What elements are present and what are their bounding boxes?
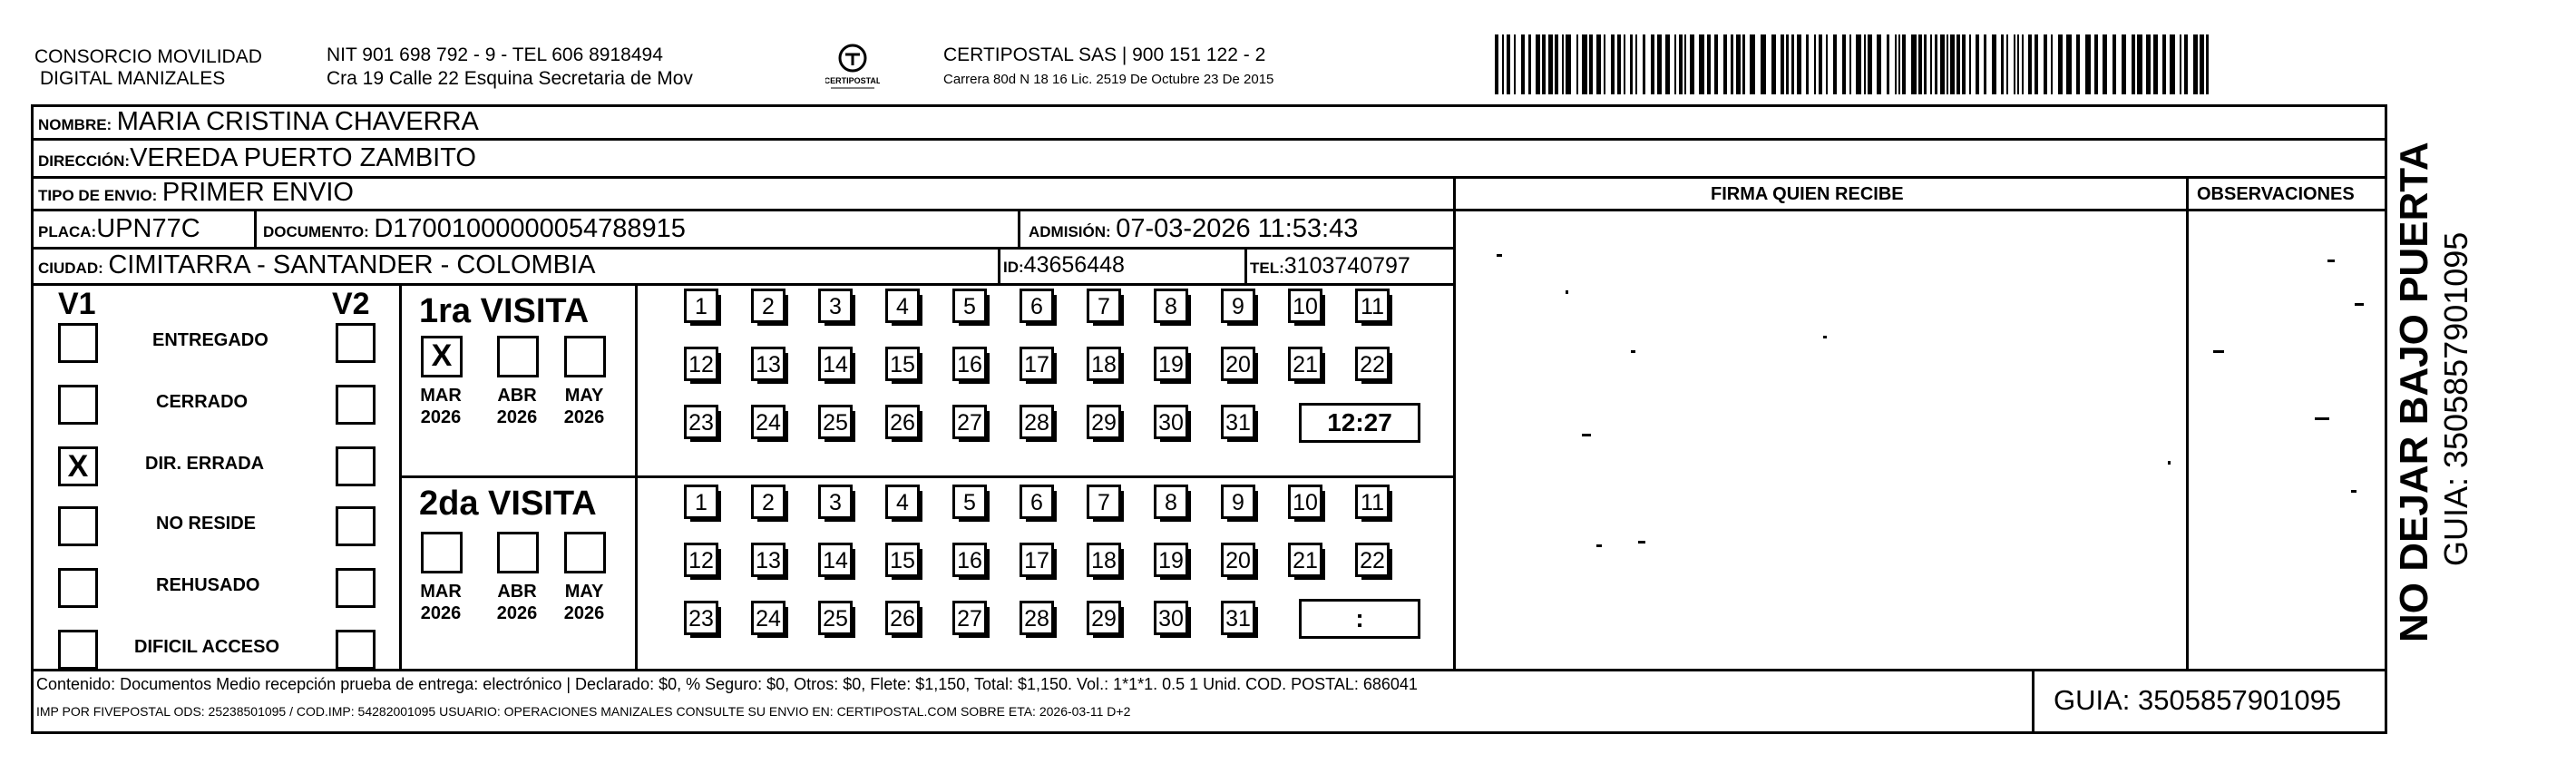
day-box[interactable]: 14 bbox=[818, 543, 853, 577]
barcode-bar bbox=[1495, 34, 1498, 94]
day-box[interactable]: 4 bbox=[885, 289, 920, 323]
row-divider bbox=[31, 138, 2387, 141]
month-checkbox-mar[interactable] bbox=[421, 532, 463, 573]
barcode-bar bbox=[1992, 34, 1996, 94]
day-box[interactable]: 28 bbox=[1020, 405, 1054, 439]
month-checkbox-may[interactable] bbox=[564, 336, 606, 377]
barcode-bar bbox=[1791, 34, 1794, 94]
barcode-bar bbox=[2132, 34, 2135, 94]
barcode-bar bbox=[1502, 34, 1504, 94]
day-box[interactable]: 18 bbox=[1087, 347, 1121, 381]
id-label: ID: bbox=[1003, 259, 1024, 276]
barcode-bar bbox=[2028, 34, 2032, 94]
barcode-bar bbox=[1617, 34, 1621, 94]
barcode-bar bbox=[1674, 34, 1676, 94]
day-box[interactable]: 20 bbox=[1221, 347, 1255, 381]
ciudad-label: CIUDAD: bbox=[38, 260, 103, 277]
admision-value: 07-03-2026 11:53:43 bbox=[1116, 214, 1359, 243]
day-box[interactable]: 3 bbox=[818, 289, 853, 323]
barcode-bar bbox=[1962, 34, 1966, 94]
barcode-bar bbox=[2162, 34, 2166, 94]
day-box[interactable]: 7 bbox=[1087, 289, 1121, 323]
footer-divider bbox=[2032, 669, 2034, 734]
barcode-bar bbox=[1514, 34, 1516, 94]
barcode-bar bbox=[1684, 34, 1686, 94]
status-label: ENTREGADO bbox=[152, 330, 268, 350]
barcode-bar bbox=[2113, 34, 2116, 94]
barcode-bar bbox=[1969, 34, 1971, 94]
day-box[interactable]: 4 bbox=[885, 485, 920, 519]
barcode-bar bbox=[2122, 34, 2126, 94]
barcode-bar bbox=[2184, 34, 2188, 94]
admision-row bbox=[1029, 214, 1359, 243]
barcode-bar bbox=[2103, 34, 2107, 94]
day-box[interactable]: 22 bbox=[1355, 543, 1390, 577]
barcode-bar bbox=[1895, 34, 1897, 94]
day-box[interactable]: 12 bbox=[684, 347, 718, 381]
footer-guia: GUIA: 3505857901095 bbox=[2054, 684, 2342, 716]
barcode-bar bbox=[2044, 34, 2047, 94]
barcode-bar bbox=[1761, 34, 1766, 94]
barcode-bar bbox=[1868, 34, 1872, 94]
day-box[interactable]: 2 bbox=[751, 485, 785, 519]
sender-nit: NIT 901 698 792 - 9 - TEL 606 8918494 bbox=[327, 44, 663, 65]
day-box[interactable]: 24 bbox=[751, 405, 785, 439]
day-box[interactable]: 24 bbox=[751, 601, 785, 635]
day-box[interactable]: 17 bbox=[1020, 543, 1054, 577]
row-divider bbox=[31, 209, 2387, 211]
placa-value: UPN77C bbox=[96, 214, 200, 243]
observations-area[interactable] bbox=[2190, 212, 2386, 666]
sender-name-line1: CONSORCIO MOVILIDAD bbox=[34, 46, 262, 67]
month-label: MAY bbox=[564, 386, 604, 406]
barcode-bar bbox=[1665, 34, 1670, 94]
day-box[interactable]: 29 bbox=[1087, 601, 1121, 635]
day-box[interactable]: 5 bbox=[952, 485, 987, 519]
barcode-bar bbox=[2051, 34, 2053, 94]
sender-name-line2: DIGITAL MANIZALES bbox=[40, 68, 226, 89]
barcode-bar bbox=[1976, 34, 1979, 94]
barcode-bar bbox=[2094, 34, 2098, 94]
month-checkbox-mar[interactable]: X bbox=[421, 336, 463, 377]
day-box[interactable]: 19 bbox=[1154, 347, 1188, 381]
carrier-address: Carrera 80d N 18 16 Lic. 2519 De Octubre 23 De 2015 bbox=[943, 72, 1274, 87]
day-box[interactable]: 26 bbox=[885, 405, 920, 439]
time-box[interactable]: 12:27 bbox=[1299, 403, 1420, 443]
day-box[interactable]: 8 bbox=[1154, 485, 1188, 519]
barcode bbox=[1495, 34, 2211, 98]
barcode-bar bbox=[2066, 34, 2072, 94]
day-box[interactable]: 19 bbox=[1154, 543, 1188, 577]
barcode-bar bbox=[1877, 34, 1881, 94]
barcode-bar bbox=[1589, 34, 1593, 94]
barcode-bar bbox=[1950, 34, 1955, 94]
barcode-bar bbox=[1940, 34, 1945, 94]
year-label: 2026 bbox=[496, 603, 538, 623]
logo-text: CERTIPOSTAL bbox=[825, 76, 880, 85]
barcode-bar bbox=[1819, 34, 1822, 94]
day-box[interactable]: 12 bbox=[684, 543, 718, 577]
placa-label: PLACA: bbox=[38, 223, 97, 240]
documento-label: DOCUMENTO: bbox=[263, 223, 369, 240]
visit2-title: 2da VISITA bbox=[419, 485, 597, 523]
barcode-bar bbox=[1947, 34, 1948, 94]
barcode-bar bbox=[1797, 34, 1801, 94]
month-checkbox-may[interactable] bbox=[564, 532, 606, 573]
barcode-bar bbox=[1930, 34, 1932, 94]
barcode-bar bbox=[1723, 34, 1727, 94]
day-box[interactable]: 30 bbox=[1154, 601, 1188, 635]
id-row bbox=[1003, 254, 1125, 279]
barcode-bar bbox=[1833, 34, 1837, 94]
barcode-bar bbox=[2146, 34, 2151, 94]
footer-imp: IMP POR FIVEPOSTAL ODS: 25238501095 / COD.IMP: 54282001095 USUARIO: OPERACIONES MANIZALES CONSULTE SU ENVIO EN: CERTIPOSTAL.COM SOBRE ETA: 2026-03-11 D+2 bbox=[36, 704, 1131, 719]
firma-header: FIRMA QUIEN RECIBE bbox=[1711, 184, 1904, 204]
barcode-bar bbox=[1935, 34, 1937, 94]
day-box[interactable]: 31 bbox=[1221, 405, 1255, 439]
day-box[interactable]: 9 bbox=[1221, 289, 1255, 323]
tel-row bbox=[1250, 255, 1410, 279]
barcode-bar bbox=[1887, 34, 1889, 94]
section-divider bbox=[399, 475, 1453, 478]
barcode-bar bbox=[1731, 34, 1733, 94]
barcode-bar bbox=[2006, 34, 2008, 94]
day-box[interactable]: 16 bbox=[952, 543, 987, 577]
barcode-bar bbox=[2153, 34, 2158, 94]
barcode-bar bbox=[1528, 34, 1531, 94]
v1-checkbox[interactable] bbox=[58, 568, 98, 608]
signature-area[interactable] bbox=[1457, 212, 2184, 666]
day-box[interactable]: 10 bbox=[1288, 289, 1322, 323]
month-label: ABR bbox=[497, 582, 537, 602]
barcode-bar bbox=[1690, 34, 1694, 94]
tel-label: TEL: bbox=[1250, 260, 1284, 277]
month-checkbox-abr[interactable] bbox=[497, 532, 539, 573]
barcode-bar bbox=[2058, 34, 2063, 94]
tel-value: 3103740797 bbox=[1283, 253, 1410, 279]
day-box[interactable]: 18 bbox=[1087, 543, 1121, 577]
month-label: MAR bbox=[420, 582, 462, 602]
tipo-label: TIPO DE ENVIO: bbox=[38, 187, 158, 204]
tipo-value: PRIMER ENVIO bbox=[161, 178, 354, 207]
barcode-bar bbox=[1566, 34, 1571, 94]
barcode-bar bbox=[1736, 34, 1741, 94]
barcode-bar bbox=[1924, 34, 1927, 94]
barcode-bar bbox=[2193, 34, 2198, 94]
v1-checkbox[interactable] bbox=[58, 630, 98, 670]
row-divider bbox=[31, 247, 1455, 250]
barcode-bar bbox=[1542, 34, 1546, 94]
year-label: 2026 bbox=[563, 603, 605, 623]
cell-divider bbox=[1244, 247, 1247, 283]
barcode-bar bbox=[1771, 34, 1776, 94]
v1-header: V1 bbox=[58, 287, 96, 321]
day-box[interactable]: 29 bbox=[1087, 405, 1121, 439]
ciudad-value: CIMITARRA - SANTANDER - COLOMBIA bbox=[108, 250, 596, 279]
v1-checkbox[interactable] bbox=[58, 506, 98, 546]
day-box[interactable]: 27 bbox=[952, 601, 987, 635]
status-label: DIFICIL ACCESO bbox=[134, 637, 280, 657]
day-box[interactable]: 5 bbox=[952, 289, 987, 323]
day-box[interactable]: 31 bbox=[1221, 601, 1255, 635]
status-label: CERRADO bbox=[156, 392, 249, 412]
day-box[interactable]: 13 bbox=[751, 543, 785, 577]
barcode-bar bbox=[1582, 34, 1587, 94]
day-box[interactable]: 17 bbox=[1020, 347, 1054, 381]
day-box[interactable]: 20 bbox=[1221, 543, 1255, 577]
v1-checkbox[interactable] bbox=[58, 385, 98, 425]
day-box[interactable]: 26 bbox=[885, 601, 920, 635]
status-label: NO RESIDE bbox=[156, 514, 257, 534]
v2-checkbox[interactable] bbox=[336, 446, 376, 486]
day-box[interactable]: 6 bbox=[1020, 289, 1054, 323]
column-divider bbox=[2186, 176, 2189, 669]
barcode-bar bbox=[1521, 34, 1525, 94]
day-box[interactable]: 1 bbox=[684, 485, 718, 519]
day-box[interactable]: 23 bbox=[684, 405, 718, 439]
v2-checkbox[interactable] bbox=[336, 385, 376, 425]
day-box[interactable]: 22 bbox=[1355, 347, 1390, 381]
barcode-bar bbox=[1742, 34, 1745, 94]
side-guia: GUIA: 3505857901095 bbox=[2437, 231, 2474, 566]
direccion-value: VEREDA PUERTO ZAMBITO bbox=[130, 143, 476, 172]
cell-divider bbox=[998, 247, 1000, 283]
row-divider bbox=[31, 283, 1455, 286]
day-box[interactable]: 25 bbox=[818, 405, 853, 439]
direccion-row bbox=[38, 143, 476, 172]
visit1-title: 1ra VISITA bbox=[419, 292, 590, 330]
barcode-bar bbox=[1562, 34, 1564, 94]
day-box[interactable]: 30 bbox=[1154, 405, 1188, 439]
tipo-row bbox=[38, 178, 354, 207]
barcode-bar bbox=[1699, 34, 1704, 94]
barcode-bar bbox=[1596, 34, 1601, 94]
barcode-bar bbox=[1898, 34, 1900, 94]
barcode-bar bbox=[2170, 34, 2175, 94]
footer-contenido: Contenido: Documentos Medio recepción prueba de entrega: electrónico | Declarado: $0, % Seguro: $0, Otros: $0, Flete: $1,150, Total: $1,150. Vol.: 1*1*1. 0.5 1 Unid. COD. POSTAL: 686041 bbox=[36, 675, 1418, 693]
certipostal-logo bbox=[825, 40, 880, 94]
barcode-bar bbox=[1707, 34, 1711, 94]
nombre-row bbox=[38, 107, 479, 136]
barcode-bar bbox=[1630, 34, 1633, 94]
id-value: 43656448 bbox=[1023, 252, 1125, 278]
barcode-bar bbox=[1679, 34, 1683, 94]
day-box[interactable]: 6 bbox=[1020, 485, 1054, 519]
day-box[interactable]: 15 bbox=[885, 347, 920, 381]
day-box[interactable]: 25 bbox=[818, 601, 853, 635]
barcode-bar bbox=[2085, 34, 2091, 94]
day-box[interactable]: 11 bbox=[1355, 485, 1390, 519]
barcode-bar bbox=[1611, 34, 1615, 94]
barcode-bar bbox=[1864, 34, 1866, 94]
barcode-bar bbox=[1657, 34, 1662, 94]
barcode-bar bbox=[2017, 34, 2019, 94]
barcode-bar bbox=[1786, 34, 1789, 94]
barcode-bar bbox=[1651, 34, 1654, 94]
barcode-bar bbox=[2180, 34, 2181, 94]
barcode-bar bbox=[2001, 34, 2004, 94]
barcode-bar bbox=[2137, 34, 2142, 94]
barcode-bar bbox=[1714, 34, 1718, 94]
v1-checkbox[interactable]: X bbox=[58, 446, 98, 486]
day-box[interactable]: 7 bbox=[1087, 485, 1121, 519]
sender-address: Cra 19 Calle 22 Esquina Secretaria de Mov bbox=[327, 68, 693, 89]
barcode-bar bbox=[2076, 34, 2080, 94]
day-box[interactable]: 14 bbox=[818, 347, 853, 381]
month-checkbox-abr[interactable] bbox=[497, 336, 539, 377]
admision-label: ADMISIÓN: bbox=[1029, 223, 1111, 240]
barcode-bar bbox=[1956, 34, 1960, 94]
day-box[interactable]: 28 bbox=[1020, 601, 1054, 635]
column-divider bbox=[1453, 176, 1456, 669]
day-box[interactable]: 21 bbox=[1288, 347, 1322, 381]
barcode-bar bbox=[2206, 34, 2209, 94]
barcode-bar bbox=[1856, 34, 1861, 94]
barcode-bar bbox=[2014, 34, 2015, 94]
day-box[interactable]: 23 bbox=[684, 601, 718, 635]
placa-row bbox=[38, 214, 200, 243]
month-label: MAY bbox=[564, 582, 604, 602]
barcode-bar bbox=[1643, 34, 1645, 94]
year-label: 2026 bbox=[420, 407, 462, 427]
barcode-bar bbox=[2022, 34, 2024, 94]
barcode-bar bbox=[1902, 34, 1906, 94]
year-label: 2026 bbox=[420, 603, 462, 623]
nombre-value: MARIA CRISTINA CHAVERRA bbox=[116, 107, 479, 136]
day-box[interactable]: 9 bbox=[1221, 485, 1255, 519]
barcode-bar bbox=[1849, 34, 1851, 94]
v2-checkbox[interactable] bbox=[336, 568, 376, 608]
day-box[interactable]: 21 bbox=[1288, 543, 1322, 577]
v1-checkbox[interactable] bbox=[58, 323, 98, 363]
time-box[interactable]: : bbox=[1299, 599, 1420, 639]
day-box[interactable]: 16 bbox=[952, 347, 987, 381]
side-warning: NO DEJAR BAJO PUERTA bbox=[2392, 142, 2436, 642]
barcode-bar bbox=[1781, 34, 1784, 94]
day-box[interactable]: 10 bbox=[1288, 485, 1322, 519]
day-box[interactable]: 11 bbox=[1355, 289, 1390, 323]
status-label: DIR. ERRADA bbox=[145, 454, 265, 474]
observaciones-header: OBSERVACIONES bbox=[2197, 184, 2355, 204]
day-box[interactable]: 1 bbox=[684, 289, 718, 323]
barcode-bar bbox=[1984, 34, 1986, 94]
nombre-label: NOMBRE: bbox=[38, 116, 112, 133]
cell-divider bbox=[1018, 209, 1020, 247]
barcode-bar bbox=[1814, 34, 1816, 94]
day-box[interactable]: 3 bbox=[818, 485, 853, 519]
ciudad-row bbox=[38, 250, 596, 279]
carrier-name: CERTIPOSTAL SAS | 900 151 122 - 2 bbox=[943, 44, 1266, 65]
barcode-bar bbox=[1750, 34, 1755, 94]
v2-checkbox[interactable] bbox=[336, 506, 376, 546]
barcode-bar bbox=[1604, 34, 1605, 94]
year-label: 2026 bbox=[496, 407, 538, 427]
day-box[interactable]: 13 bbox=[751, 347, 785, 381]
v2-header: V2 bbox=[332, 287, 370, 321]
barcode-bar bbox=[1576, 34, 1578, 94]
barcode-bar bbox=[1918, 34, 1922, 94]
day-box[interactable]: 8 bbox=[1154, 289, 1188, 323]
barcode-bar bbox=[2034, 34, 2038, 94]
cell-divider bbox=[254, 209, 257, 247]
month-label: ABR bbox=[497, 386, 537, 406]
row-divider bbox=[31, 176, 2387, 179]
barcode-bar bbox=[1826, 34, 1828, 94]
documento-value: D17001000000054788915 bbox=[374, 214, 686, 243]
day-box[interactable]: 27 bbox=[952, 405, 987, 439]
day-box[interactable]: 2 bbox=[751, 289, 785, 323]
barcode-bar bbox=[1536, 34, 1540, 94]
v2-checkbox[interactable] bbox=[336, 630, 376, 670]
day-box[interactable]: 15 bbox=[885, 543, 920, 577]
documento-row bbox=[263, 214, 686, 243]
barcode-bar bbox=[2200, 34, 2204, 94]
barcode-bar bbox=[1548, 34, 1553, 94]
year-label: 2026 bbox=[563, 407, 605, 427]
barcode-bar bbox=[1635, 34, 1637, 94]
status-label: REHUSADO bbox=[156, 575, 260, 595]
barcode-bar bbox=[1842, 34, 1846, 94]
v2-checkbox[interactable] bbox=[336, 323, 376, 363]
month-label: MAR bbox=[420, 386, 462, 406]
direccion-label: DIRECCIÓN: bbox=[38, 152, 131, 170]
barcode-bar bbox=[1507, 34, 1510, 94]
barcode-bar bbox=[1555, 34, 1558, 94]
barcode-bar bbox=[1624, 34, 1625, 94]
barcode-bar bbox=[1806, 34, 1809, 94]
barcode-bar bbox=[1911, 34, 1917, 94]
